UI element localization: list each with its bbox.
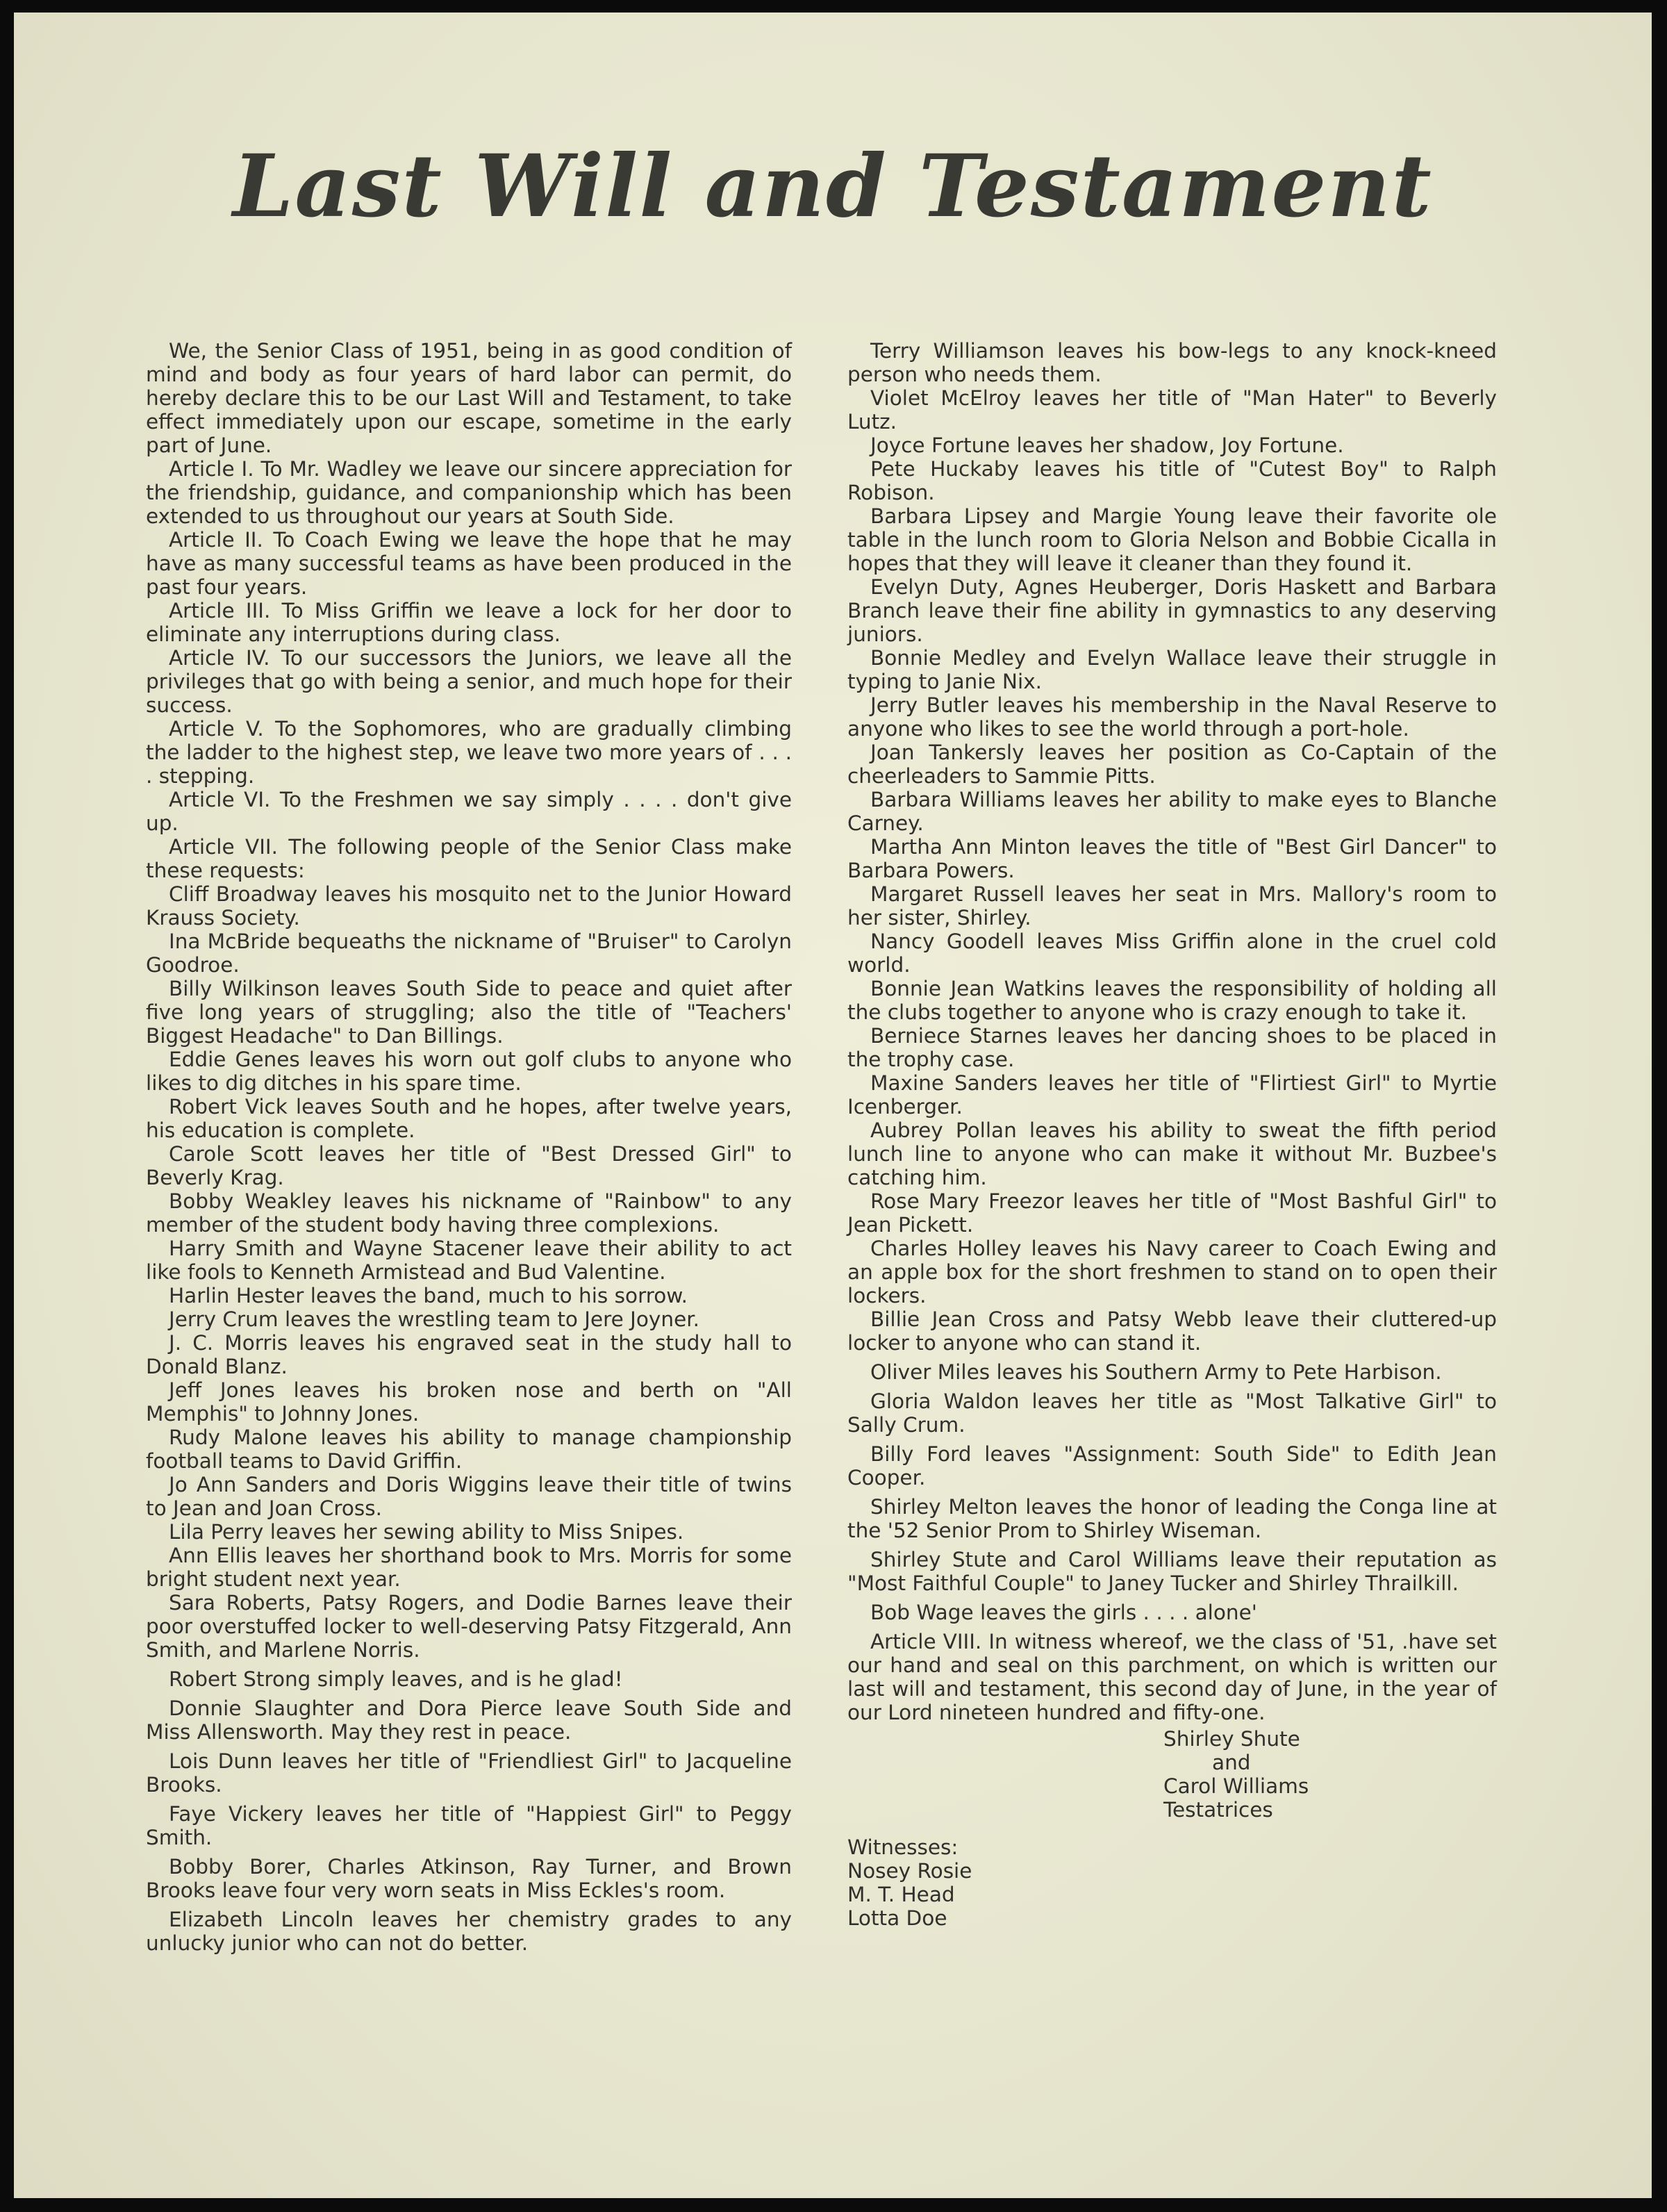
will-paragraph: Shirley Stute and Carol Williams leave their reputation as "Most Faithful Couple" to Janey Tucker and Shirley Thrailkill. xyxy=(847,1548,1497,1595)
will-paragraph: Article VIII. In witness whereof, we the class of '51, .have set our hand and seal on this parchment, on which is written our last will and testament, this second day of June, in the year of our Lord nineteen hundred and fifty-one. xyxy=(847,1630,1497,1724)
witnesses-label: Witnesses: xyxy=(847,1835,959,1859)
will-paragraph: Eddie Genes leaves his worn out golf clubs to anyone who likes to dig ditches in his spare time. xyxy=(146,1048,792,1095)
will-paragraph: Billy Ford leaves "Assignment: South Side" to Edith Jean Cooper. xyxy=(847,1442,1497,1489)
will-paragraph: Barbara Williams leaves her ability to make eyes to Blanche Carney. xyxy=(847,788,1497,835)
will-paragraph: Martha Ann Minton leaves the title of "Best Girl Dancer" to Barbara Powers. xyxy=(847,835,1497,882)
will-paragraph: Bobby Borer, Charles Atkinson, Ray Turner, and Brown Brooks leave four very worn seats in Miss Eckles's room. xyxy=(146,1855,792,1902)
will-paragraph: Jeff Jones leaves his broken nose and berth on "All Memphis" to Johnny Jones. xyxy=(146,1378,792,1426)
witness-name: Nosey Rosie xyxy=(847,1859,972,1883)
signature-and: and xyxy=(1212,1751,1251,1774)
page-title: Last Will and Testament xyxy=(233,136,1433,237)
will-paragraph: Ann Ellis leaves her shorthand book to Mrs. Morris for some bright student next year. xyxy=(146,1544,792,1591)
will-paragraph: Bob Wage leaves the girls . . . . alone' xyxy=(870,1601,1257,1624)
will-paragraph: Article IV. To our successors the Juniors, we leave all the privileges that go with being a senior, and much hope for their success. xyxy=(146,646,792,717)
will-paragraph: Shirley Melton leaves the honor of leading the Conga line at the '52 Senior Prom to Shirley Wiseman. xyxy=(847,1495,1497,1542)
will-paragraph: Pete Huckaby leaves his title of "Cutest Boy" to Ralph Robison. xyxy=(847,457,1497,504)
will-paragraph: Jerry Crum leaves the wrestling team to Jere Joyner. xyxy=(169,1307,700,1331)
will-paragraph: Joan Tankersly leaves her position as Co-Captain of the cheerleaders to Sammie Pitts. xyxy=(847,741,1497,788)
will-paragraph: Terry Williamson leaves his bow-legs to any knock-kneed person who needs them. xyxy=(847,339,1497,386)
will-paragraph: Lila Perry leaves her sewing ability to Miss Snipes. xyxy=(169,1520,684,1544)
signature-name-1: Shirley Shute xyxy=(1163,1727,1300,1751)
witness-name: Lotta Doe xyxy=(847,1906,947,1930)
will-paragraph: Billie Jean Cross and Patsy Webb leave their cluttered-up locker to anyone who can stand it. xyxy=(847,1307,1497,1355)
will-paragraph: Ina McBride bequeaths the nickname of "Bruiser" to Carolyn Goodroe. xyxy=(146,930,792,977)
will-paragraph: Billy Wilkinson leaves South Side to peace and quiet after five long years of struggling; also the title of "Teachers' Biggest Headache" to Dan Billings. xyxy=(146,977,792,1048)
right-column xyxy=(847,339,1497,1930)
will-paragraph: Rudy Malone leaves his ability to manage championship football teams to David Griffin. xyxy=(146,1426,792,1473)
will-paragraph: Joyce Fortune leaves her shadow, Joy Fortune. xyxy=(870,434,1344,457)
will-paragraph: Bonnie Jean Watkins leaves the responsibility of holding all the clubs together to anyone who is crazy enough to take it. xyxy=(847,977,1497,1024)
signature-block xyxy=(1163,1727,1497,1822)
will-paragraph: Harlin Hester leaves the band, much to his sorrow. xyxy=(169,1284,688,1307)
will-paragraph: Aubrey Pollan leaves his ability to sweat the fifth period lunch line to anyone who can make it without Mr. Buzbee's catching him. xyxy=(847,1119,1497,1189)
will-paragraph: Nancy Goodell leaves Miss Griffin alone in the cruel cold world. xyxy=(847,930,1497,977)
will-paragraph: Lois Dunn leaves her title of "Friendliest Girl" to Jacqueline Brooks. xyxy=(146,1749,792,1797)
will-paragraph: Article II. To Coach Ewing we leave the hope that he may have as many successful teams as have been produced in the past four years. xyxy=(146,528,792,599)
will-paragraph: Faye Vickery leaves her title of "Happiest Girl" to Peggy Smith. xyxy=(146,1802,792,1849)
will-paragraph: Article I. To Mr. Wadley we leave our sincere appreciation for the friendship, guidance, and companionship which has been extended to us throughout our years at South Side. xyxy=(146,457,792,528)
will-paragraph: Jerry Butler leaves his membership in the Naval Reserve to anyone who likes to see the world through a port-hole. xyxy=(847,693,1497,741)
signature-name-2: Carol Williams xyxy=(1163,1774,1309,1798)
will-paragraph: Sara Roberts, Patsy Rogers, and Dodie Barnes leave their poor overstuffed locker to well-deserving Patsy Fitzgerald, Ann Smith, and Marlene Norris. xyxy=(146,1591,792,1662)
will-paragraph: Maxine Sanders leaves her title of "Flirtiest Girl" to Myrtie Icenberger. xyxy=(847,1071,1497,1119)
will-paragraph: Robert Strong simply leaves, and is he glad! xyxy=(169,1667,623,1691)
will-paragraph: Robert Vick leaves South and he hopes, after twelve years, his education is complete. xyxy=(146,1095,792,1142)
will-paragraph: Article III. To Miss Griffin we leave a lock for her door to eliminate any interruptions during class. xyxy=(146,599,792,646)
will-paragraph: Charles Holley leaves his Navy career to Coach Ewing and an apple box for the short freshmen to stand on to open their lockers. xyxy=(847,1237,1497,1307)
will-paragraph: Article VI. To the Freshmen we say simply . . . . don't give up. xyxy=(146,788,792,835)
witnesses-block xyxy=(847,1835,1497,1930)
will-paragraph: Evelyn Duty, Agnes Heuberger, Doris Haskett and Barbara Branch leave their fine ability in gymnastics to any deserving juniors. xyxy=(847,575,1497,646)
will-paragraph: J. C. Morris leaves his engraved seat in the study hall to Donald Blanz. xyxy=(146,1331,792,1378)
will-paragraph: Violet McElroy leaves her title of "Man Hater" to Beverly Lutz. xyxy=(847,386,1497,434)
will-paragraph: Berniece Starnes leaves her dancing shoes to be placed in the trophy case. xyxy=(847,1024,1497,1071)
yearbook-page xyxy=(14,13,1652,2198)
will-paragraph: Barbara Lipsey and Margie Young leave their favorite ole table in the lunch room to Gloria Nelson and Bobbie Cicalla in hopes that they will leave it cleaner than they found it. xyxy=(847,504,1497,575)
will-paragraph: Cliff Broadway leaves his mosquito net to the Junior Howard Krauss Society. xyxy=(146,882,792,930)
will-paragraph: Bonnie Medley and Evelyn Wallace leave their struggle in typing to Janie Nix. xyxy=(847,646,1497,693)
will-paragraph: Rose Mary Freezor leaves her title of "Most Bashful Girl" to Jean Pickett. xyxy=(847,1189,1497,1237)
will-paragraph: Donnie Slaughter and Dora Pierce leave South Side and Miss Allensworth. May they rest in peace. xyxy=(146,1697,792,1744)
will-paragraph: Jo Ann Sanders and Doris Wiggins leave their title of twins to Jean and Joan Cross. xyxy=(146,1473,792,1520)
will-paragraph: Article VII. The following people of the Senior Class make these requests: xyxy=(146,835,792,882)
signature-role: Testatrices xyxy=(1163,1798,1273,1822)
will-paragraph: We, the Senior Class of 1951, being in as good condition of mind and body as four years of hard labor can permit, do hereby declare this to be our Last Will and Testament, to take effect immediately upon our escape, sometime in the early part of June. xyxy=(146,339,792,457)
will-paragraph: Carole Scott leaves her title of "Best Dressed Girl" to Beverly Krag. xyxy=(146,1142,792,1189)
witness-name: M. T. Head xyxy=(847,1883,955,1906)
will-paragraph: Bobby Weakley leaves his nickname of "Rainbow" to any member of the student body having three complexions. xyxy=(146,1189,792,1237)
will-paragraph: Margaret Russell leaves her seat in Mrs. Mallory's room to her sister, Shirley. xyxy=(847,882,1497,930)
will-paragraph: Harry Smith and Wayne Stacener leave their ability to act like fools to Kenneth Armistead and Bud Valentine. xyxy=(146,1237,792,1284)
left-column xyxy=(146,339,792,1955)
will-paragraph: Oliver Miles leaves his Southern Army to Pete Harbison. xyxy=(870,1360,1442,1384)
will-paragraph: Gloria Waldon leaves her title as "Most Talkative Girl" to Sally Crum. xyxy=(847,1389,1497,1437)
will-paragraph: Article V. To the Sophomores, who are gradually climbing the ladder to the highest step, we leave two more years of . . . . stepping. xyxy=(146,717,792,788)
will-paragraph: Elizabeth Lincoln leaves her chemistry grades to any unlucky junior who can not do better. xyxy=(146,1908,792,1955)
